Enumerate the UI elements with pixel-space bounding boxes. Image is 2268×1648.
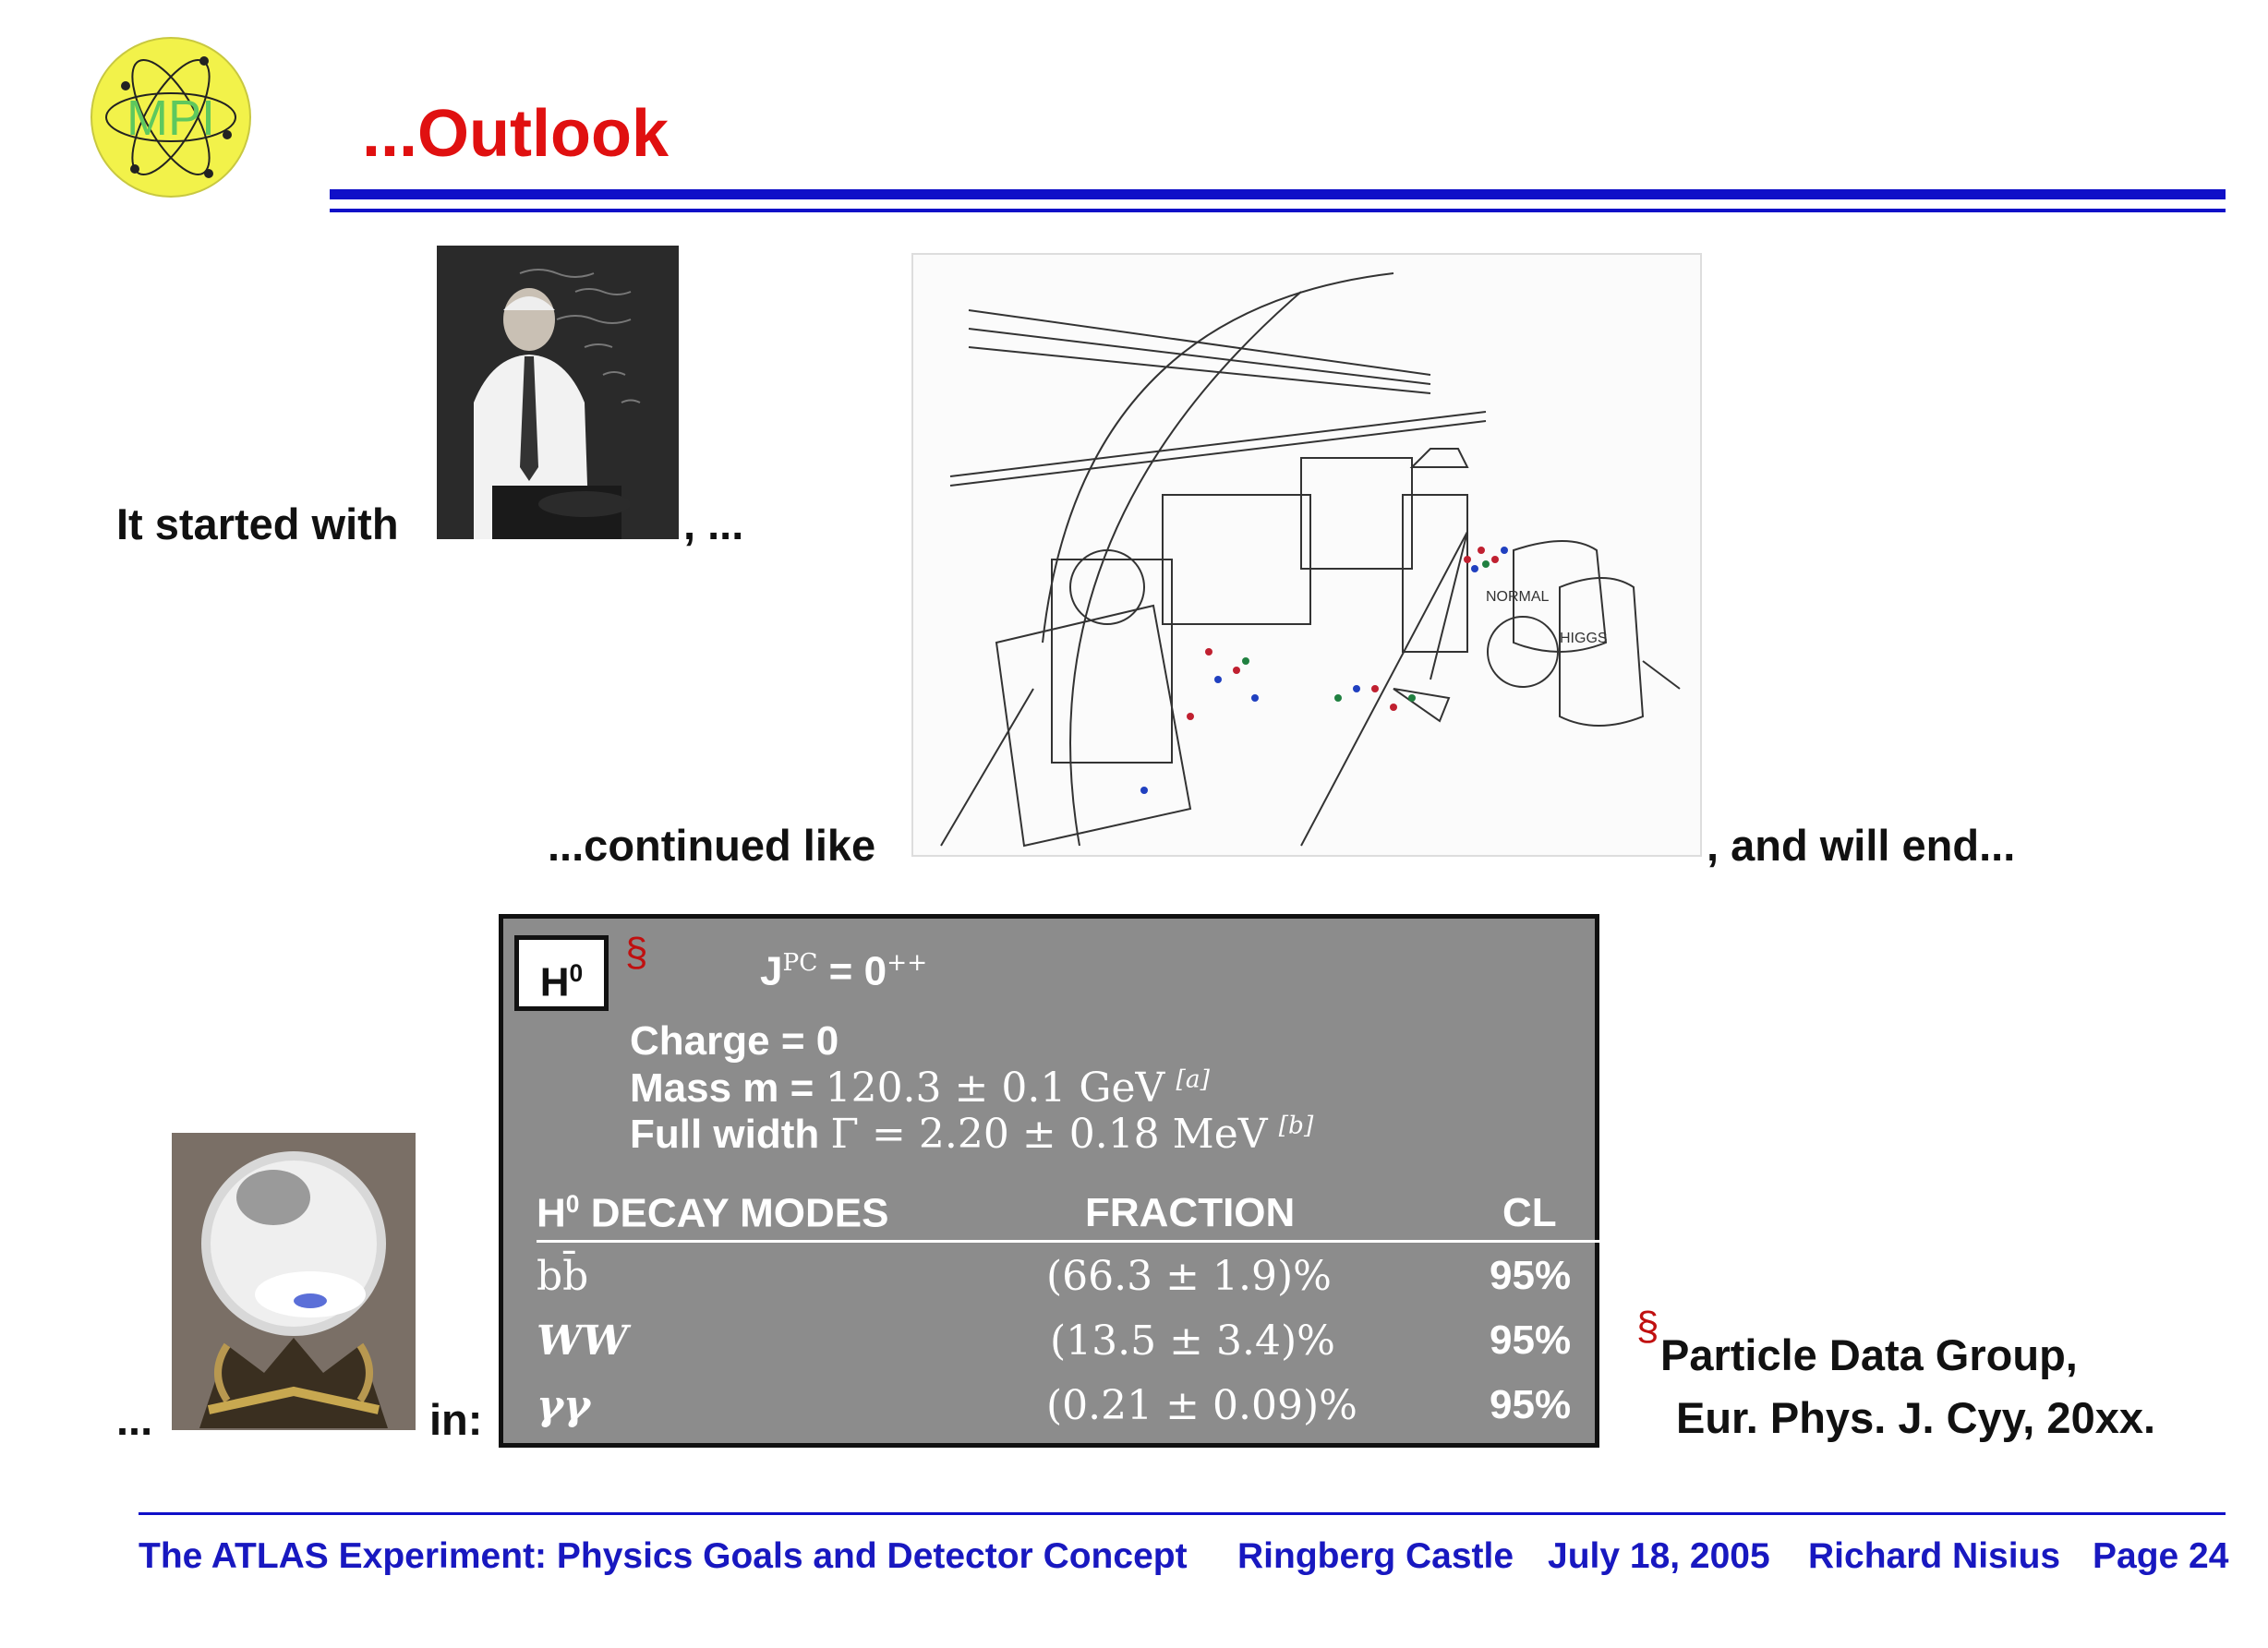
- table-row-mode: bb̄: [537, 1253, 589, 1300]
- svg-text:MPI: MPI: [126, 90, 216, 146]
- width-line: Full width Γ = 2.20 ± 0.18 MeV [b]: [630, 1111, 1314, 1158]
- mass-line: Mass m = 120.3 ± 0.1 GeV [a]: [630, 1065, 1210, 1112]
- jpc-line: $J^{PC} = 0^{++}$: [760, 948, 928, 994]
- header-rule-thin: [330, 209, 2226, 212]
- higgs-cartoon: [911, 253, 1702, 857]
- table-row-fraction: (66.3 ± 1.9)%: [1046, 1253, 1332, 1300]
- page-title: ...Outlook: [362, 97, 669, 171]
- table-row-fraction: (0.21 ± 0.09)%: [1046, 1382, 1357, 1429]
- header-rule-thick: [330, 189, 2226, 199]
- table-header-cl: CL: [1502, 1190, 1557, 1235]
- footer-author: Richard Nisius: [1808, 1536, 2061, 1576]
- mpi-logo: [89, 35, 253, 199]
- reference-line2: Eur. Phys. J. Cyy, 20xx.: [1676, 1393, 2156, 1442]
- table-rule: [537, 1240, 1608, 1243]
- footer-venue: Ringberg Castle: [1237, 1536, 1514, 1576]
- line1-text: It started with: [116, 499, 399, 548]
- table-row-cl: 95%: [1490, 1317, 1572, 1363]
- footer-page-number: Page 24: [2093, 1536, 2229, 1576]
- line2-text: ...continued like: [548, 821, 876, 870]
- svg-text:HIGGS: HIGGS: [1560, 631, 1608, 646]
- table-row-cl: 95%: [1490, 1253, 1572, 1298]
- footer-rule: [139, 1512, 2226, 1515]
- footer-talk-title: The ATLAS Experiment: Physics Goals and Detector Concept: [139, 1536, 1188, 1576]
- reference-line1: Particle Data Group,: [1660, 1330, 2078, 1379]
- line3-suffix: in:: [429, 1395, 483, 1444]
- crystal-ball-photo: [172, 1133, 416, 1430]
- table-row-cl: 95%: [1490, 1382, 1572, 1427]
- line3-ellipsis: ...: [116, 1395, 153, 1444]
- svg-text:NORMAL: NORMAL: [1486, 589, 1550, 605]
- peter-higgs-photo: [437, 246, 679, 539]
- table-row-fraction: (13.5 ± 3.4)%: [1050, 1317, 1335, 1365]
- footer-date: July 18, 2005: [1548, 1536, 1770, 1576]
- charge-line: Charge = 0: [630, 1018, 839, 1064]
- table-header-fraction: FRACTION: [1085, 1190, 1296, 1235]
- section-mark: §: [625, 930, 648, 975]
- pdg-particle-listing: [499, 914, 1599, 1448]
- reference-mark: §: [1636, 1304, 1659, 1349]
- table-row-mode: γγ: [537, 1382, 591, 1429]
- table-header-modes: $H^0$ DECAY MODES: [537, 1190, 889, 1236]
- line2-suffix: , and will end...: [1707, 821, 2016, 870]
- table-row-mode: WW: [537, 1317, 628, 1365]
- line1-suffix: , ...: [683, 499, 744, 548]
- particle-symbol: $H^0$: [514, 935, 609, 1011]
